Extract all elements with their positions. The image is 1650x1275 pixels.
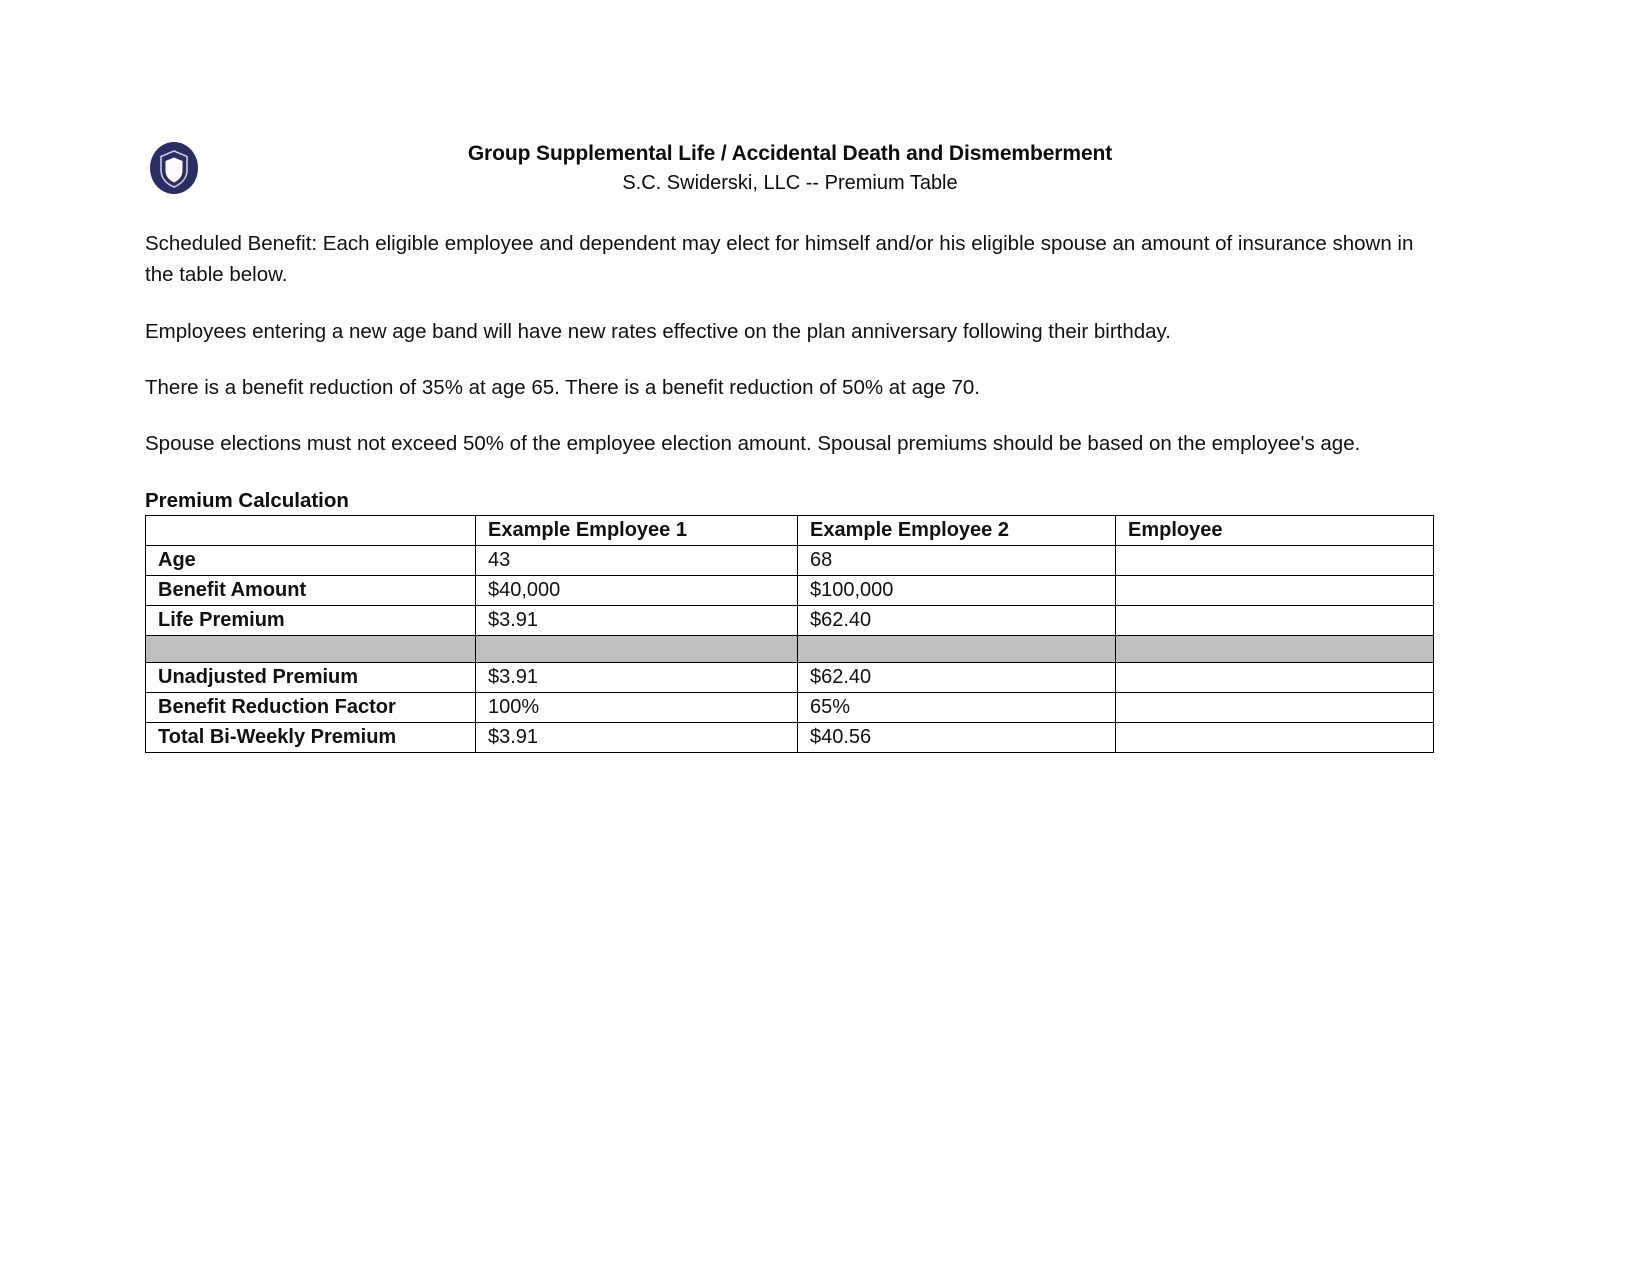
row-label-total-bi-weekly-premium: Total Bi-Weekly Premium bbox=[146, 723, 476, 753]
section-title-premium-calculation: Premium Calculation bbox=[145, 489, 349, 512]
spacer-cell-example2 bbox=[798, 636, 1116, 663]
row-label-benefit-amount: Benefit Amount bbox=[146, 576, 476, 606]
table-row bbox=[146, 663, 1434, 693]
table-header-example-employee-2: Example Employee 2 bbox=[798, 516, 1116, 546]
cell-benefit-reduction-factor-example2: 65% bbox=[798, 693, 1116, 723]
cell-benefit-amount-example2: $100,000 bbox=[798, 576, 1116, 606]
cell-life-premium-example2: $62.40 bbox=[798, 606, 1116, 636]
shield-icon bbox=[148, 140, 200, 196]
cell-life-premium-example1: $3.91 bbox=[476, 606, 798, 636]
row-label-unadjusted-premium: Unadjusted Premium bbox=[146, 663, 476, 693]
title-block bbox=[200, 140, 1380, 198]
cell-unadjusted-premium-employee[interactable] bbox=[1116, 663, 1434, 693]
cell-life-premium-employee[interactable] bbox=[1116, 606, 1434, 636]
spacer-cell-example1 bbox=[476, 636, 798, 663]
cell-total-bi-weekly-premium-example1: $3.91 bbox=[476, 723, 798, 753]
page-title: Group Supplemental Life / Accidental Death and Dismemberment bbox=[467, 142, 1113, 165]
cell-total-bi-weekly-premium-employee[interactable] bbox=[1116, 723, 1434, 753]
table-spacer-row bbox=[146, 636, 1434, 663]
document-header bbox=[0, 132, 1650, 212]
cell-unadjusted-premium-example1: $3.91 bbox=[476, 663, 798, 693]
paragraph-scheduled-benefit: Scheduled Benefit: Each eligible employee and dependent may elect for himself and/or his eligible spouse an amount of insurance shown in the table below. bbox=[145, 232, 1414, 286]
cell-age-example2: 68 bbox=[798, 546, 1116, 576]
table-row bbox=[146, 723, 1434, 753]
cell-benefit-amount-employee[interactable] bbox=[1116, 576, 1434, 606]
cell-benefit-reduction-factor-example1: 100% bbox=[476, 693, 798, 723]
premium-calculation-table bbox=[145, 515, 1434, 753]
table-row bbox=[146, 606, 1434, 636]
table-header-row bbox=[146, 516, 1434, 546]
row-label-age: Age bbox=[146, 546, 476, 576]
body-text bbox=[145, 228, 1435, 484]
table-row bbox=[146, 576, 1434, 606]
paragraph-benefit-reduction: There is a benefit reduction of 35% at age 65. There is a benefit reduction of 50% at age 70. bbox=[145, 376, 980, 399]
cell-unadjusted-premium-example2: $62.40 bbox=[798, 663, 1116, 693]
paragraph-age-band: Employees entering a new age band will have new rates effective on the plan anniversary following their birthday. bbox=[145, 320, 1171, 343]
paragraph-spouse-elections: Spouse elections must not exceed 50% of the employee election amount. Spousal premiums should be based on the employee's age. bbox=[145, 432, 1361, 455]
cell-benefit-reduction-factor-employee[interactable] bbox=[1116, 693, 1434, 723]
table-row bbox=[146, 546, 1434, 576]
spacer-cell-employee bbox=[1116, 636, 1434, 663]
cell-total-bi-weekly-premium-example2: $40.56 bbox=[798, 723, 1116, 753]
cell-benefit-amount-example1: $40,000 bbox=[476, 576, 798, 606]
spacer-cell-label bbox=[146, 636, 476, 663]
cell-age-employee[interactable] bbox=[1116, 546, 1434, 576]
table-header-example-employee-1: Example Employee 1 bbox=[476, 516, 798, 546]
table-row bbox=[146, 693, 1434, 723]
cell-age-example1: 43 bbox=[476, 546, 798, 576]
row-label-life-premium: Life Premium bbox=[146, 606, 476, 636]
table-header-employee: Employee bbox=[1116, 516, 1434, 546]
page-subtitle: S.C. Swiderski, LLC -- Premium Table bbox=[622, 172, 958, 194]
table-header-blank bbox=[146, 516, 476, 546]
row-label-benefit-reduction-factor: Benefit Reduction Factor bbox=[146, 693, 476, 723]
